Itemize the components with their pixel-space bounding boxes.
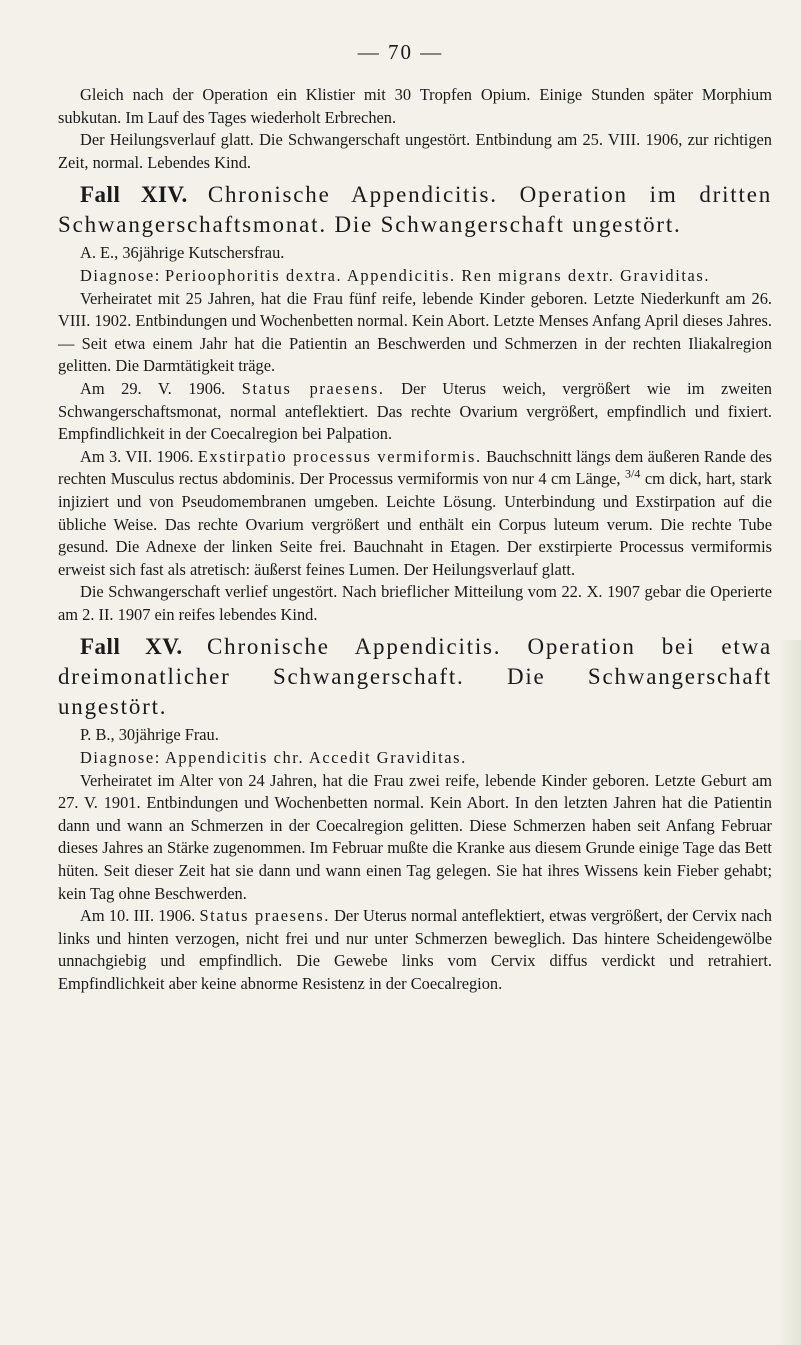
case-14-op-date: Am 3. VII. 1906. (80, 446, 194, 466)
case-15-status-date: Am 10. III. 1906. (80, 906, 196, 926)
case-14-diagnose-text: Perioophoritis dextra. Appendicitis. Ren migrans dextr. Graviditas. (164, 265, 711, 285)
case-14-number: Fall XIV. (80, 182, 188, 208)
case-15-heading (58, 632, 772, 722)
case-14-status-label: Status praesens. (241, 378, 385, 398)
case-15-status (58, 905, 772, 995)
case-15-status-text: Der Uterus normal anteflektiert, etwas vergrößert, der Cervix nach links und hinten verzogen, nicht frei und nur unter Schmerzen beweglich. Das hintere Scheidengewölbe unnachgiebig und empfindlich. Die Gewebe links vom Cervix diffus verdickt und retrahiert. Empfindlichkeit aber keine abnorme Resistenz in der Coecalregion. (58, 906, 773, 993)
case-15-title: Chronische Appendicitis. Operation bei etwa dreimonatlicher Schwangerschaft. Die Schwangerschaft ungestört. (58, 634, 772, 720)
case-14-anamnese: Verheiratet mit 25 Jahren, hat die Frau fünf reife, lebende Kinder geboren. Letzte Niederkunft am 26. VIII. 1902. Entbindungen und Wochenbetten normal. Kein Abort. Letzte Menses Anfang April dieses Jahres. — Seit etwa einem Jahr hat die Patientin an Beschwerden und Schmerzen in der rechten Iliakalregion gelitten. Die Darmtätigkeit träge. (58, 288, 772, 376)
case-15-anamnese: Verheiratet im Alter von 24 Jahren, hat die Frau zwei reife, lebende Kinder geboren. Letzte Geburt am 27. V. 1901. Entbindungen und Wochenbetten normal. Kein Abort. In den letzten Jahren hat die Patientin dann und wann an Schmerzen in der Coecalregion gelitten. Diese Schmerzen haben seit Anfang Februar dieses Jahres an Stärke zugenommen. Im Februar mußte die Kranke aus diesem Grunde einige Tage das Bett hüten. Seit dieser Zeit hat sie dann und wann einen Tag gelegen. Sie hat ihres Wissens kein Fieber gehabt; kein Tag ohne Beschwerden. (58, 770, 772, 903)
case-15-diagnose (58, 747, 772, 770)
case-15-diagnose-label: Diagnose: (80, 748, 161, 768)
case-14-patient: A. E., 36jährige Kutschersfrau. (80, 243, 285, 263)
case-14-diagnose (58, 265, 772, 288)
case-14-status-date: Am 29. V. 1906. (80, 378, 226, 398)
case-14-status-text: Der Uterus weich, vergrößert wie im zweiten Schwangerschaftsmonat, normal anteflektiert. Das rechte Ovarium vergrößert, empfindlich und fixiert. Empfindlichkeit in der Coecalregion bei Palpation. (58, 378, 772, 444)
page-body (58, 84, 772, 996)
case-14-title: Chronische Appendicitis. Operation im dritten Schwangerschaftsmonat. Die Schwangerschaft ungestört. (58, 182, 772, 238)
page-number: — 70 — (357, 40, 444, 64)
case-14-outcome: Die Schwangerschaft verlief ungestört. Nach brieflicher Mitteilung vom 22. X. 1907 gebar die Operierte am 2. II. 1907 ein reifes lebendes Kind. (58, 582, 772, 624)
case-14-op-label: Exstirpatio processus vermiformis. (197, 446, 482, 466)
case-15-number: Fall XV. (80, 634, 183, 660)
page-edge-shading (779, 640, 801, 1345)
case-14-diagnose-label: Diagnose: (80, 265, 161, 285)
case-14-status (58, 378, 772, 446)
case-15-patient: P. B., 30jährige Frau. (80, 725, 219, 745)
paragraph-opium: Gleich nach der Operation ein Klistier mit 30 Tropfen Opium. Einige Stunden später Morphium subkutan. Im Lauf des Tages wiederholt Erbrechen. (58, 85, 772, 127)
case-14-op-text-1: Bauchschnitt längs dem äußeren Rande des rechten Musculus rectus abdominis. Der Processus vermiformis von nur 4 cm Länge, (58, 446, 772, 489)
case-15-diagnose-text: Appendicitis chr. Accedit Graviditas. (164, 748, 467, 768)
case-14-op-text-2: cm dick, hart, stark injiziert und von Pseudomembranen umgeben. Leichte Lösung. Unterbindung und Exstirpation auf die übliche Weise. Das rechte Ovarium vergrößert und enthält ein Corpus luteum verum. Die rechte Tube gesund. Die Adnexe der linken Seite frei. Bauchnaht in Etagen. Der exstirpierte Processus vermiformis erweist sich fast als atretisch: äußerst feines Lumen. Der Heilungsverlauf glatt. (58, 469, 772, 579)
case-14-operation (58, 446, 772, 582)
case-14-op-fraction: 3/4 (625, 466, 641, 481)
case-15-status-label: Status praesens. (199, 906, 330, 926)
paragraph-heilungsverlauf: Der Heilungsverlauf glatt. Die Schwangerschaft ungestört. Entbindung am 25. VIII. 1906, zur richtigen Zeit, normal. Lebendes Kind. (58, 130, 772, 172)
case-14-heading (58, 180, 772, 240)
